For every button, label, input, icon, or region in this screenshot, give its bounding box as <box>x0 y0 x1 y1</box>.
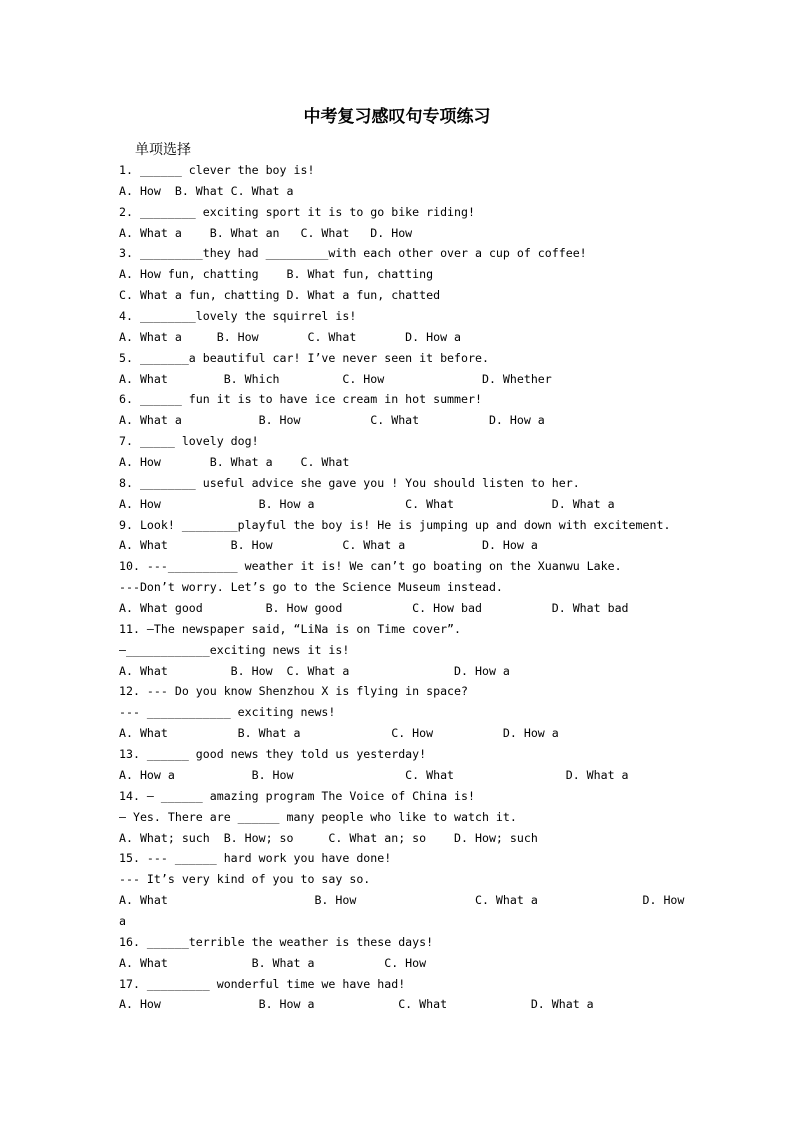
text-line: A. How a B. How C. What D. What a <box>119 767 629 782</box>
text-line: A. How B. How a C. What D. What a <box>119 496 615 511</box>
text-line: A. How B. How a C. What D. What a <box>119 997 594 1012</box>
text-line: A. How fun, chatting B. What fun, chatting <box>119 267 434 282</box>
text-line: – Yes. There are ______ many people who like to watch it. <box>119 809 517 824</box>
question-line: 1. ______ clever the boy is! <box>119 163 315 177</box>
question-line: 3. _________they had _________with each other over a cup of coffee! <box>119 246 587 261</box>
text-line: A. What; such B. How; so C. What an; so D. How; such <box>119 830 538 845</box>
text-line: ---Don’t worry. Let’s go to the Science Museum instead. <box>119 580 503 595</box>
text-line: A. What a B. How C. What D. How a <box>119 413 545 428</box>
question-line: 14. – ______ amazing program The Voice of China is! <box>119 788 475 803</box>
question-line: 16. ______terrible the weather is these days! <box>119 934 434 949</box>
text-line: A. How B. What C. What a <box>119 183 294 198</box>
question-line: 11. —The newspaper said, “LiNa is on Time cover”. <box>119 621 462 636</box>
text-line: A. What a B. What an C. What D. How <box>119 225 413 240</box>
text-line: A. What B. Which C. How D. Whether <box>119 371 552 386</box>
question-line: 10. ---__________ weather it is! We can’t go boating on the Xuanwu Lake. <box>119 559 622 574</box>
question-list <box>119 160 699 1015</box>
text-line: A. What B. How C. What a D. How <box>119 893 685 908</box>
question-line: 12. --- Do you know Shenzhou X is flying in space? <box>119 684 469 699</box>
text-line: A. What B. What a C. How <box>119 955 427 970</box>
question-line: 4. ________lovely the squirrel is! <box>119 309 357 324</box>
text-line: A. What B. How C. What a D. How a <box>119 538 538 553</box>
question-line: 6. ______ fun it is to have ice cream in hot summer! <box>119 392 482 407</box>
text-line: A. What good B. How good C. How bad D. What bad <box>119 601 629 616</box>
question-line: 13. ______ good news they told us yesterday! <box>119 747 427 762</box>
text-line: A. What a B. How C. What D. How a <box>119 329 462 344</box>
text-line: C. What a fun, chatting D. What a fun, chatted <box>119 288 441 303</box>
text-line: A. What B. What a C. How D. How a <box>119 726 559 741</box>
text-line: --- It’s very kind of you to say so. <box>119 872 371 887</box>
text-line: a <box>119 913 126 928</box>
question-line: 2. ________ exciting sport it is to go bike riding! <box>119 204 475 219</box>
page-title: 中考复习感叹句专项练习 <box>303 107 491 127</box>
question-line: 17. _________ wonderful time we have had! <box>119 976 406 991</box>
question-line: 7. _____ lovely dog! <box>119 434 259 449</box>
text-line: A. How B. What a C. What <box>119 455 350 470</box>
section-label: 单项选择 <box>135 142 191 158</box>
question-line: 15. --- ______ hard work you have done! <box>119 851 392 866</box>
text-line: --- ____________ exciting news! <box>119 705 336 720</box>
text-line: —____________exciting news it is! <box>119 642 350 657</box>
question-line: 9. Look! ________playful the boy is! He is jumping up and down with excitement. <box>119 517 671 532</box>
question-line: 5. _______a beautiful car! I’ve never seen it before. <box>119 350 489 365</box>
question-line: 8. ________ useful advice she gave you ! You should listen to her. <box>119 475 580 490</box>
text-line: A. What B. How C. What a D. How a <box>119 663 510 678</box>
